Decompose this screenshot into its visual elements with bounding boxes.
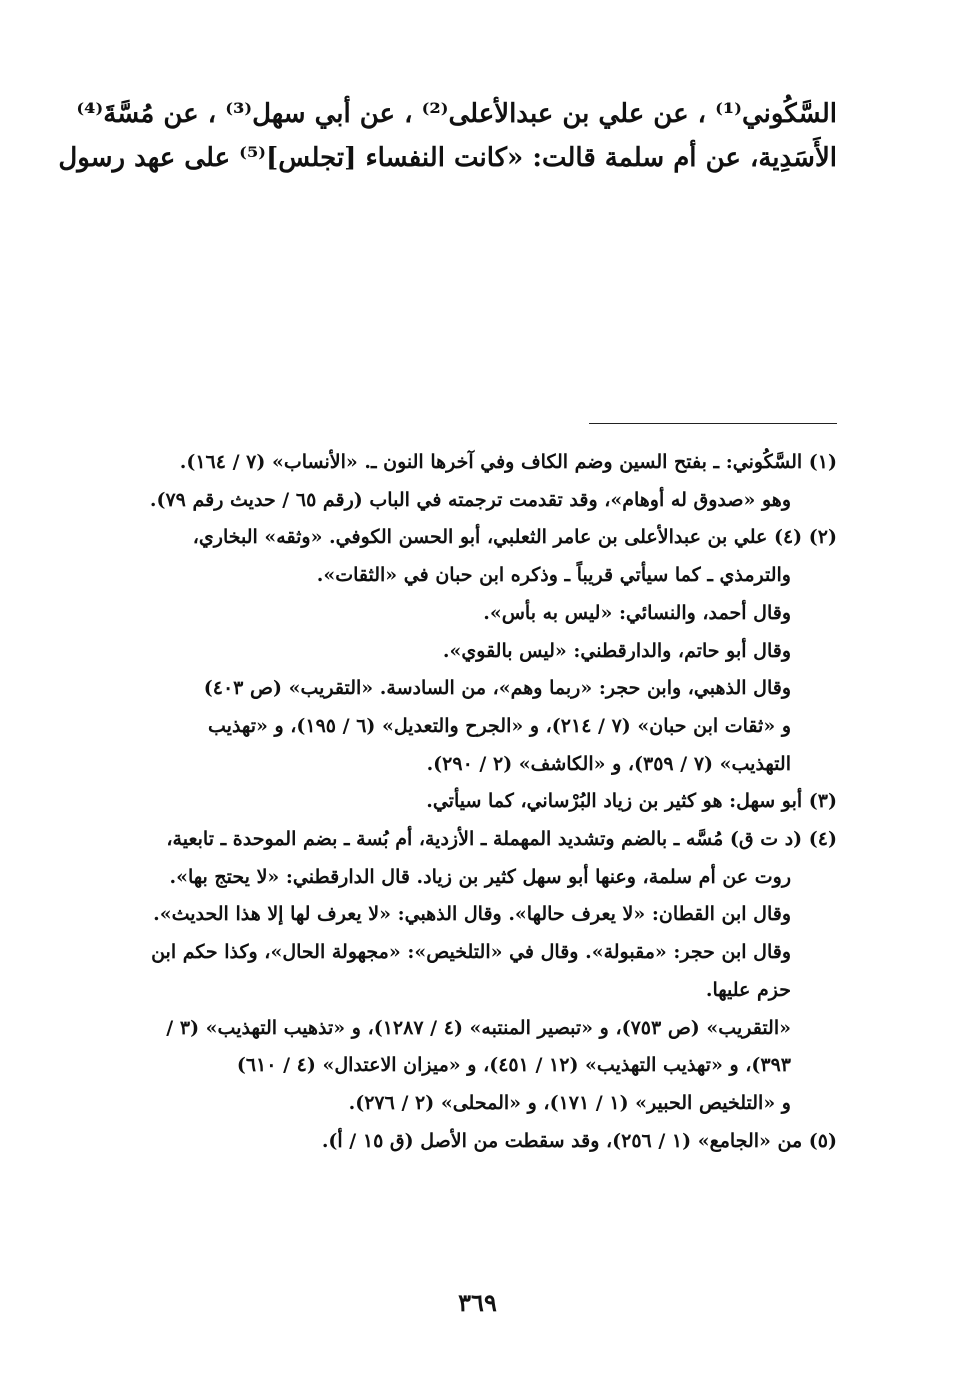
footnote-2-continuation: التهذيب» (٧ / ٣٥٩)، و «الكاشف» (٢ / ٢٩٠). bbox=[426, 752, 791, 775]
main-text-line: الأَسَدِية، عن أم سلمة قالت: «كانت النفساء [تجلس]⁽⁵⁾ على عهد رسول bbox=[58, 143, 837, 173]
footnote-3-line: (٣) أبو سهل: هو كثير بن زياد البُرْساني، كما سيأتي. bbox=[426, 790, 837, 813]
footnote-4-continuation: وقال ابن القطان: «لا يعرف حالها». وقال الذهبي: «لا يعرف لها إلا هذا الحديث». bbox=[153, 903, 791, 926]
footnote-2-continuation: وقال أبو حاتم، والدارقطني: «ليس بالقوي». bbox=[442, 639, 791, 662]
footnote-4-continuation: روت عن أم سلمة، وعنها أبو سهل كثير بن زياد. قال الدارقطني: «لا يحتج بها». bbox=[169, 865, 791, 888]
footnote-1-line: (١) السَّكُوني: ـ بفتح السين وضم الكاف وفي آخرها النون ـ. «الأنساب» (٧ / ١٦٤). bbox=[179, 451, 837, 473]
footnote-2-line: (٢) (٤) علي بن عبدالأعلى بن عامر الثعلبي، أبو الحسن الكوفي. «وثقه» البخاري، bbox=[192, 526, 837, 549]
footnote-4-continuation: ٣٩٣)، و «تهذيب التهذيب» (١٢ / ٤٥١)، و «ميزان الاعتدال» (٤ / ٦١٠) bbox=[236, 1054, 791, 1077]
footnote-4-continuation: حزم عليها. bbox=[705, 978, 791, 1001]
footnote-2-continuation: والترمذي ـ كما سيأتي قريباً ـ وذكره ابن حبان في «الثقات». bbox=[316, 564, 791, 587]
main-text-line: السَّكُوني⁽¹⁾ ، عن علي بن عبدالأعلى⁽²⁾ ، عن أبي سهل⁽³⁾ ، عن مُسَّةَ⁽⁴⁾ bbox=[76, 99, 837, 129]
footnotes-block bbox=[118, 444, 837, 1160]
footnote-5-line: (٥) من «الجامع» (١ / ٢٥٦)، وقد سقطت من الأصل (ق ١٥ / أ). bbox=[321, 1129, 837, 1152]
footnote-1-continuation: وهو «صدوق له أوهام»، وقد تقدمت ترجمته في الباب (رقم ٦٥ / حديث رقم ٧٩). bbox=[149, 488, 791, 511]
footnote-4-line: (٤) (د ت ق) مُسَّه ـ بالضم وتشديد المهملة ـ الأزدية، أم بُسة ـ بضم الموحدة ـ تابعية، bbox=[166, 828, 837, 851]
main-text-block bbox=[58, 92, 837, 180]
footnote-2-continuation: و «ثقات ابن حبان» (٧ / ٢١٤)، و «الجرح والتعديل» (٦ / ١٩٥)، و «تهذيب bbox=[208, 714, 791, 737]
footnote-separator bbox=[589, 423, 837, 424]
footnote-4-continuation: وقال ابن حجر: «مقبولة». وقال في «التلخيص»: «مجهولة الحال»، وكذا حكم ابن bbox=[151, 941, 791, 964]
footnote-2-continuation: وقال الذهبي، وابن حجر: «ربما وهم»، من السادسة. «التقريب» (ص ٤٠٣) bbox=[203, 677, 791, 700]
footnote-4-continuation: «التقريب» (ص ٧٥٣)، و «تبصير المنتبه» (٤ / ١٢٨٧)، و «تذهيب التهذيب» (٣ / bbox=[166, 1016, 791, 1039]
footnote-4-continuation: و «التلخيص الحبير» (١ / ١٧١)، و «المحلى» (٢ / ٢٧٦). bbox=[348, 1091, 791, 1114]
page-number: ٣٦٩ bbox=[458, 1288, 497, 1317]
footnote-2-continuation: وقال أحمد، والنسائي: «ليس به بأس». bbox=[483, 601, 791, 624]
